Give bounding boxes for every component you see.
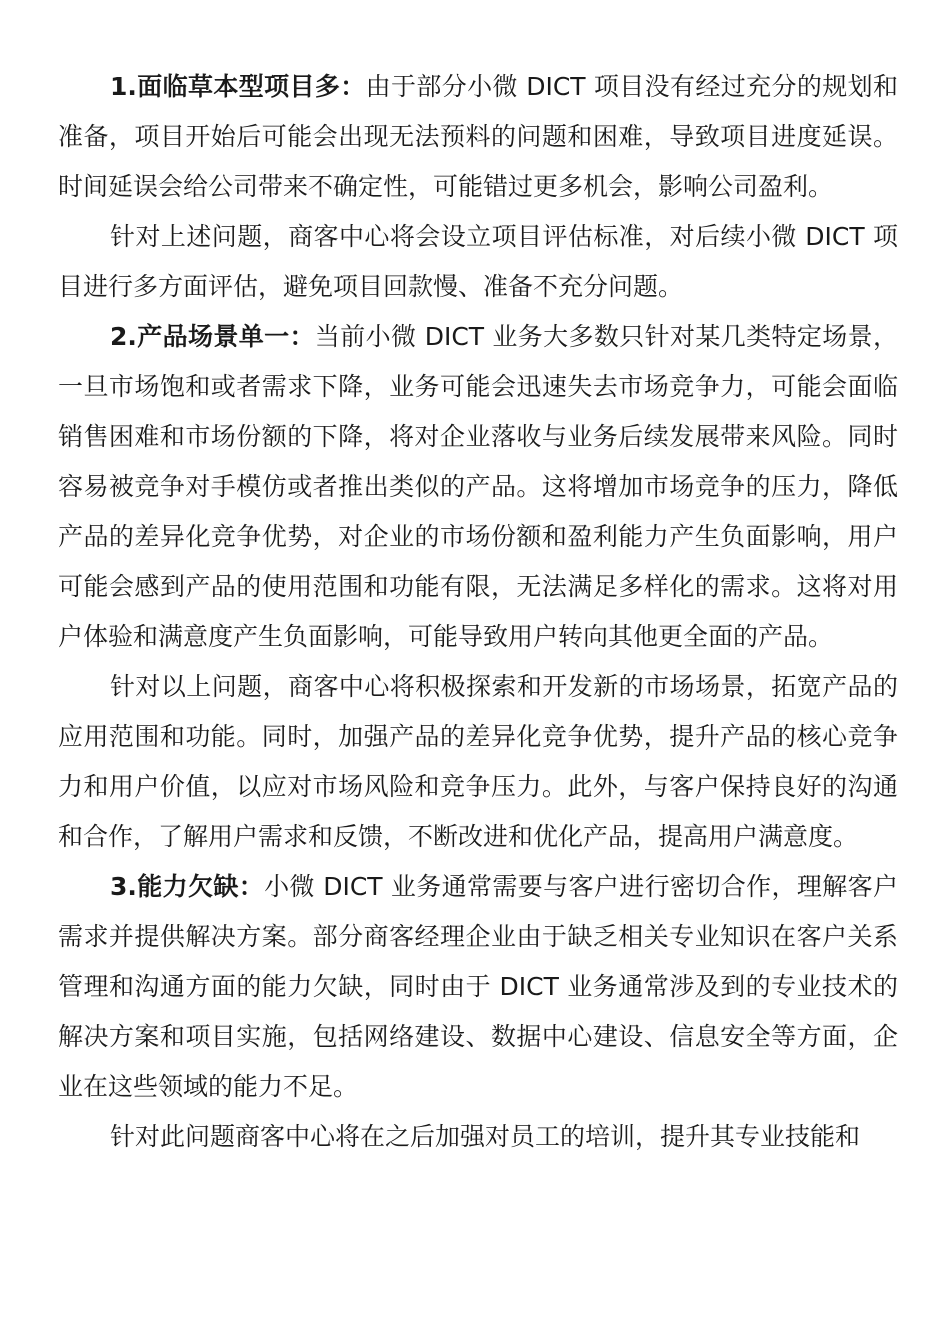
paragraph-response-2: [58, 662, 898, 862]
paragraph-text: 小微 DICT 业务通常需要与客户进行密切合作，理解客户需求并提供解决方案。部分商客经理企业由于缺乏相关专业知识在客户关系管理和沟通方面的能力欠缺，同时由于 DICT 业务通常涉及到的专业技术的解决方案和项目实施，包括网络建设、数据中心建设、信息安全等方面，企业在这些领域的能力不足。: [58, 872, 898, 1101]
paragraph-text: 由于部分小微 DICT 项目没有经过充分的规划和准备，项目开始后可能会出现无法预料的问题和困难，导致项目进度延误。时间延误会给公司带来不确定性，可能错过更多机会，影响公司盈利。: [58, 72, 898, 201]
paragraph-text: 当前小微 DICT 业务大多数只针对某几类特定场景，一旦市场饱和或者需求下降，业务可能会迅速失去市场竞争力，可能会面临销售困难和市场份额的下降，将对企业落收与业务后续发展带来风险。同时容易被竞争对手模仿或者推出类似的产品。这将增加市场竞争的压力，降低产品的差异化竞争优势，对企业的市场份额和盈利能力产生负面影响，用户可能会感到产品的使用范围和功能有限，无法满足多样化的需求。这将对用户体验和满意度产生负面影响，可能导致用户转向其他更全面的产品。: [58, 322, 898, 651]
paragraph-text: 针对此问题商客中心将在之后加强对员工的培训，提升其专业技能和: [110, 1122, 861, 1151]
paragraph-heading: 1.面临草本型项目多：: [110, 72, 366, 101]
document-body: [58, 62, 898, 1162]
paragraph-text: 针对上述问题，商客中心将会设立项目评估标准，对后续小微 DICT 项目进行多方面评估，避免项目回款慢、准备不充分问题。: [58, 222, 898, 301]
paragraph-issue-3: [58, 862, 898, 1112]
paragraph-response-3: [58, 1112, 898, 1162]
paragraph-response-1: [58, 212, 898, 312]
paragraph-issue-1: [58, 62, 898, 212]
paragraph-heading: 3.能力欠缺：: [110, 872, 265, 901]
paragraph-issue-2: [58, 312, 898, 662]
paragraph-heading: 2.产品场景单一：: [110, 322, 315, 351]
paragraph-text: 针对以上问题，商客中心将积极探索和开发新的市场场景，拓宽产品的应用范围和功能。同时，加强产品的差异化竞争优势，提升产品的核心竞争力和用户价值，以应对市场风险和竞争压力。此外，与客户保持良好的沟通和合作，了解用户需求和反馈，不断改进和优化产品，提高用户满意度。: [58, 672, 898, 851]
